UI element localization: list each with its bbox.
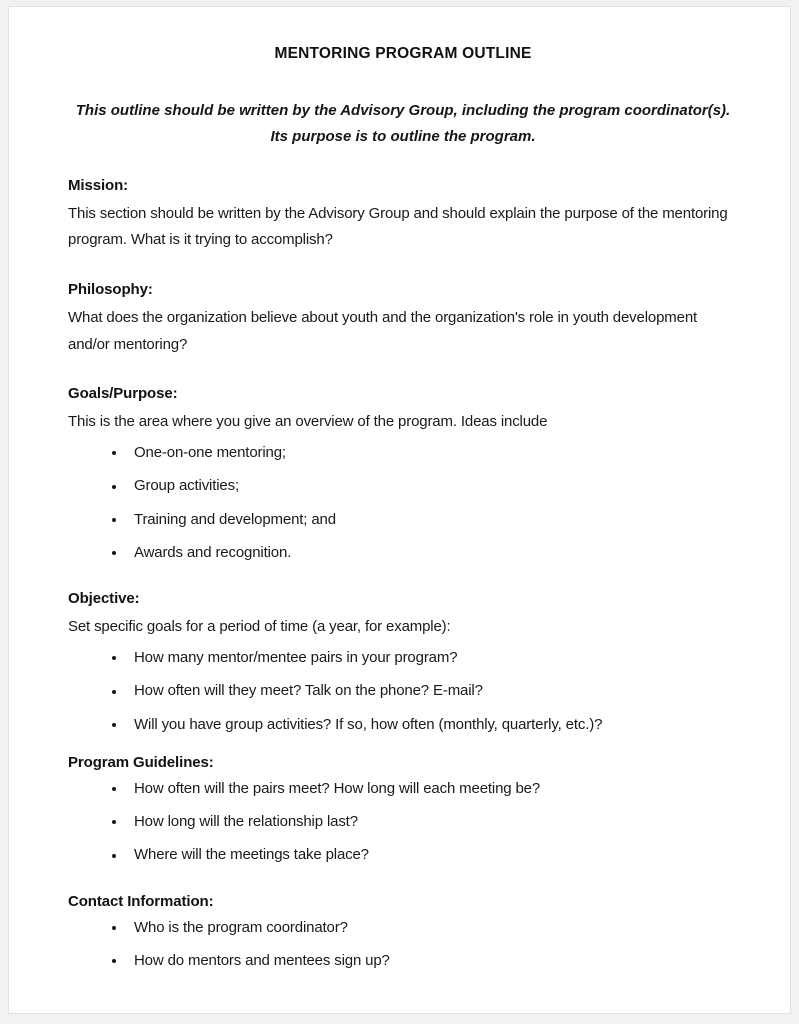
list-item-label: How long will the relationship last?: [134, 813, 358, 831]
bullet-dot-icon: [112, 690, 116, 694]
list-item: [68, 917, 738, 938]
section-objective: [68, 590, 738, 735]
list-item: [68, 475, 738, 496]
list-item-label: How many mentor/mentee pairs in your program?: [134, 648, 458, 666]
section-heading-contact-information: Contact Information:: [68, 892, 214, 910]
section-philosophy: [68, 281, 738, 358]
bullet-dot-icon: [112, 485, 116, 489]
section-text-philosophy: What does the organization believe about youth and the organization's role in youth development and/or mentoring?: [68, 308, 698, 353]
list-item: [68, 542, 738, 563]
section-heading-objective: Objective:: [68, 590, 140, 608]
bullet-dot-icon: [112, 820, 116, 824]
list-item: [68, 680, 738, 701]
page-title: MENTORING PROGRAM OUTLINE: [274, 45, 532, 62]
list-item-label: Will you have group activities? If so, how often (monthly, quarterly, etc.)?: [134, 715, 603, 733]
list-item-label: Awards and recognition.: [134, 543, 292, 561]
list-item-label: How do mentors and mentees sign up?: [134, 951, 390, 969]
list-item-label: Training and development; and: [134, 510, 336, 528]
bullet-list-contact-information: [68, 917, 738, 972]
section-goals-purpose: [68, 385, 738, 563]
bullet-dot-icon: [112, 656, 116, 660]
section-text-objective: Set specific goals for a period of time (a year, for example):: [68, 618, 451, 636]
bullet-dot-icon: [112, 787, 116, 791]
section-heading-program-guidelines: Program Guidelines:: [68, 753, 214, 771]
bullet-dot-icon: [112, 854, 116, 858]
bullet-dot-icon: [112, 451, 116, 455]
list-item: [68, 811, 738, 832]
list-item: [68, 778, 738, 799]
section-contact-information: [68, 893, 738, 972]
list-item-label: Group activities;: [134, 477, 239, 495]
document-body: [9, 7, 790, 971]
list-item-label: How often will the pairs meet? How long will each meeting be?: [134, 779, 541, 797]
section-heading-goals-purpose: Goals/Purpose:: [68, 385, 178, 403]
document-subtitle: [68, 98, 738, 150]
section-heading-mission: Mission:: [68, 176, 129, 194]
list-item: [68, 509, 738, 530]
list-item-label: Who is the program coordinator?: [134, 918, 348, 936]
list-item-label: How often will they meet? Talk on the phone? E-mail?: [134, 682, 483, 700]
bullet-dot-icon: [112, 723, 116, 727]
list-item-label: One-on-one mentoring;: [134, 444, 286, 462]
bullet-list-objective: [68, 647, 738, 735]
bullet-dot-icon: [112, 926, 116, 930]
bullet-dot-icon: [112, 959, 116, 963]
section-text-mission: This section should be written by the Advisory Group and should explain the purpose of the mentoring program. What is it trying to accomplish?: [68, 204, 728, 249]
subtitle-line-1: This outline should be written by the Advisory Group, including the program coordinator(s).: [75, 102, 731, 119]
list-item: [68, 442, 738, 463]
bullet-dot-icon: [112, 518, 116, 522]
bullet-list-program-guidelines: [68, 778, 738, 866]
bullet-list-goals-purpose: [68, 442, 738, 563]
section-text-goals-purpose: This is the area where you give an overview of the program. Ideas include: [68, 413, 548, 431]
list-item: [68, 714, 738, 735]
section-program-guidelines: [68, 754, 738, 866]
section-mission: [68, 177, 738, 254]
list-item: [68, 647, 738, 668]
bullet-dot-icon: [112, 551, 116, 555]
section-heading-philosophy: Philosophy:: [68, 280, 153, 298]
document-page: [8, 6, 791, 1014]
list-item: [68, 950, 738, 971]
list-item: [68, 844, 738, 865]
list-item-label: Where will the meetings take place?: [134, 846, 369, 864]
subtitle-line-2: Its purpose is to outline the program.: [270, 127, 536, 145]
